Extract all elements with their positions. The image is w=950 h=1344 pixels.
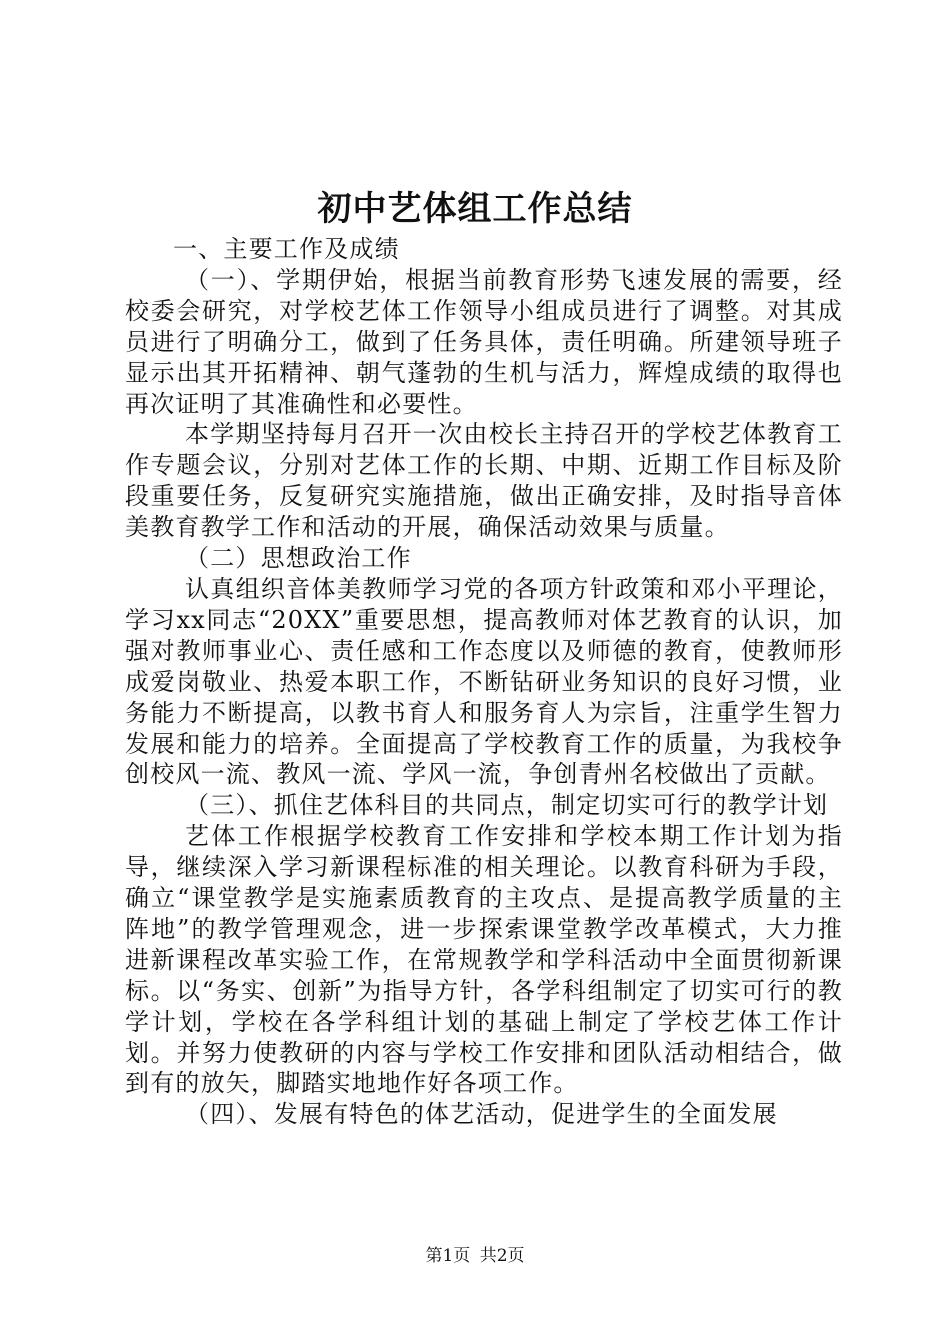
document-body [125, 234, 843, 1130]
section-heading-teaching-plan: （三）、抓住艺体科目的共同点，制定切实可行的教学计划 [185, 791, 829, 820]
section-heading-political-work: （二）思想政治工作 [185, 544, 412, 573]
paragraph-monthly-meetings: 本学期坚持每月召开一次由校长主持召开的学校艺体教育工作专题会议，分别对艺体工作的长期、中期、近期工作目标及阶段重要任务，反复研究实施措施，做出正确安排，及时指导音体美教育教学工作和活动的开展，确保活动效果与质量。 [125, 420, 843, 542]
paragraph-teaching-plan: 艺体工作根据学校教育工作安排和学校本期工作计划为指导，继续深入学习新课程标准的相关理论。以教育科研为手段，确立“课堂教学是实施素质教育的主攻点、是提高教学质量的主阵地”的教学管理观念，进一步探索课堂教学改革模式，大力推进新课程改革实验工作，在常规教学和学科活动中全面贯彻新课标。以“务实、创新”为指导方针，各学科组制定了切实可行的教学计划，学校在各学科组计划的基础上制定了学校艺体工作计划。并努力使教研的内容与学校工作安排和团队活动相结合，做到有的放矢，脚踏实地地作好各项工作。 [125, 822, 843, 1098]
document-title: 初中艺体组工作总结 [317, 189, 633, 229]
page-footer: 第1页 共2页 [425, 1246, 525, 1266]
paragraph-teacher-study: 认真组织音体美教师学习党的各项方针政策和邓小平理论，学习xx同志“20XX”重要思想，提高教师对体艺教育的认识，加强对教师事业心、责任感和工作态度以及师德的教育，使教师形成爱岗敬业、热爱本职工作，不断钻研业务知识的良好习惯，业务能力不断提高，以教书育人和服务育人为宗旨，注重学生智力发展和能力的培养。全面提高了学校教育工作的质量，为我校争创校风一流、教风一流、学风一流，争创青州名校做出了贡献。 [125, 574, 843, 789]
section-heading-activities: （四）、发展有特色的体艺活动，促进学生的全面发展 [185, 1100, 778, 1129]
section-heading-main-work: 一、主要工作及成绩 [173, 235, 400, 263]
paragraph-leadership-adjustment: （一）、学期伊始，根据当前教育形势飞速发展的需要，经校委会研究，对学校艺体工作领导小组成员进行了调整。对其成员进行了明确分工，做到了任务具体，责任明确。所建领导班子显示出其开拓精神、朝气蓬勃的生机与活力，辉煌成绩的取得也再次证明了其准确性和必要性。 [125, 265, 843, 418]
